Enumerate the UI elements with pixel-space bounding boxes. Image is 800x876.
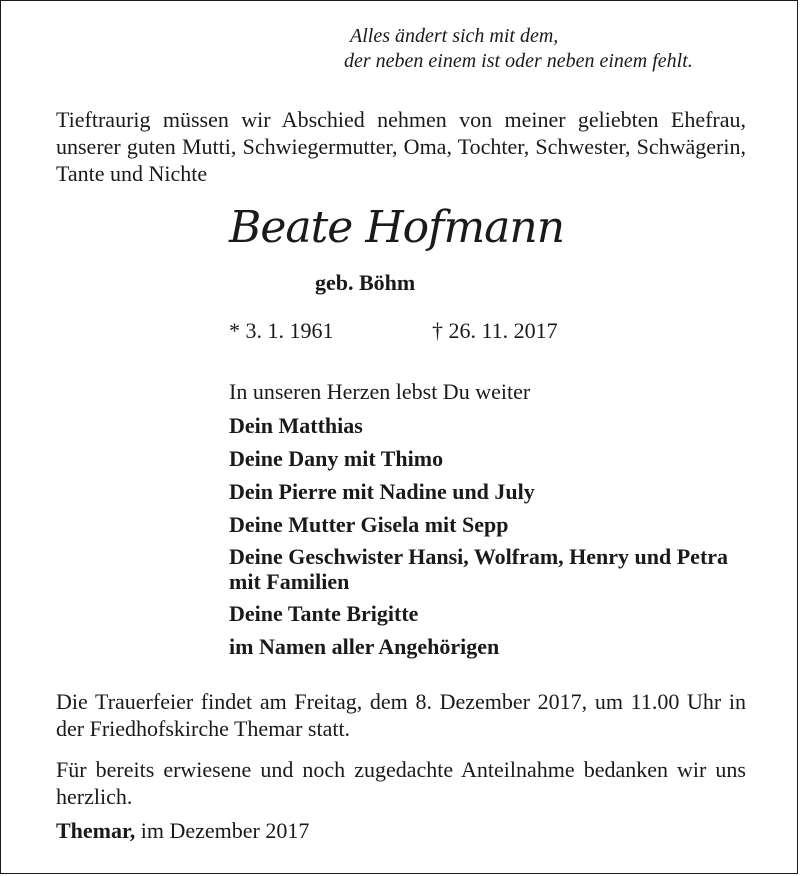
mourner-item: Deine Tante Brigitte (229, 601, 419, 626)
closing-line (56, 818, 309, 844)
deceased-name: Beate Hofmann (229, 202, 565, 253)
mourners-list (229, 378, 749, 666)
closing-place: Themar, (56, 818, 136, 843)
birth-name: geb. Böhm (315, 270, 416, 295)
birth-date: * 3. 1. 1961 (229, 318, 334, 343)
mourner-item: im Namen aller Angehörigen (229, 634, 500, 659)
mourner-item: Dein Matthias (229, 413, 363, 438)
mourner-item: Dein Pierre mit Nadine und July (229, 479, 535, 504)
mourner-item: Deine Mutter Gisela mit Sepp (229, 512, 509, 537)
mourner-item: Deine Dany mit Thimo (229, 446, 444, 471)
motto-quote (344, 24, 764, 74)
intro-paragraph: Tieftraurig müssen wir Abschied nehmen von meiner geliebten Ehefrau, unserer guten Mutti, Schwiegermutter, Oma, Tochter, Schwester, Schwägerin, Tante und Nichte (56, 107, 746, 186)
motto-line-1: Alles ändert sich mit dem, (350, 25, 559, 47)
closing-date: im Dezember 2017 (140, 818, 310, 843)
motto-line-2: der neben einem ist oder neben einem fehlt. (344, 50, 693, 72)
thanks-paragraph: Für bereits erwiesene und noch zugedachte Anteilnahme bedanken wir uns herzlich. (56, 757, 746, 809)
service-paragraph: Die Trauerfeier findet am Freitag, dem 8. Dezember 2017, um 11.00 Uhr in der Friedhofskirche Themar statt. (56, 689, 746, 741)
death-date: † 26. 11. 2017 (432, 318, 558, 343)
mourner-item: Deine Geschwister Hansi, Wolfram, Henry und Petra mit Familien (229, 544, 729, 594)
mourners-intro: In unseren Herzen lebst Du weiter (229, 379, 531, 404)
